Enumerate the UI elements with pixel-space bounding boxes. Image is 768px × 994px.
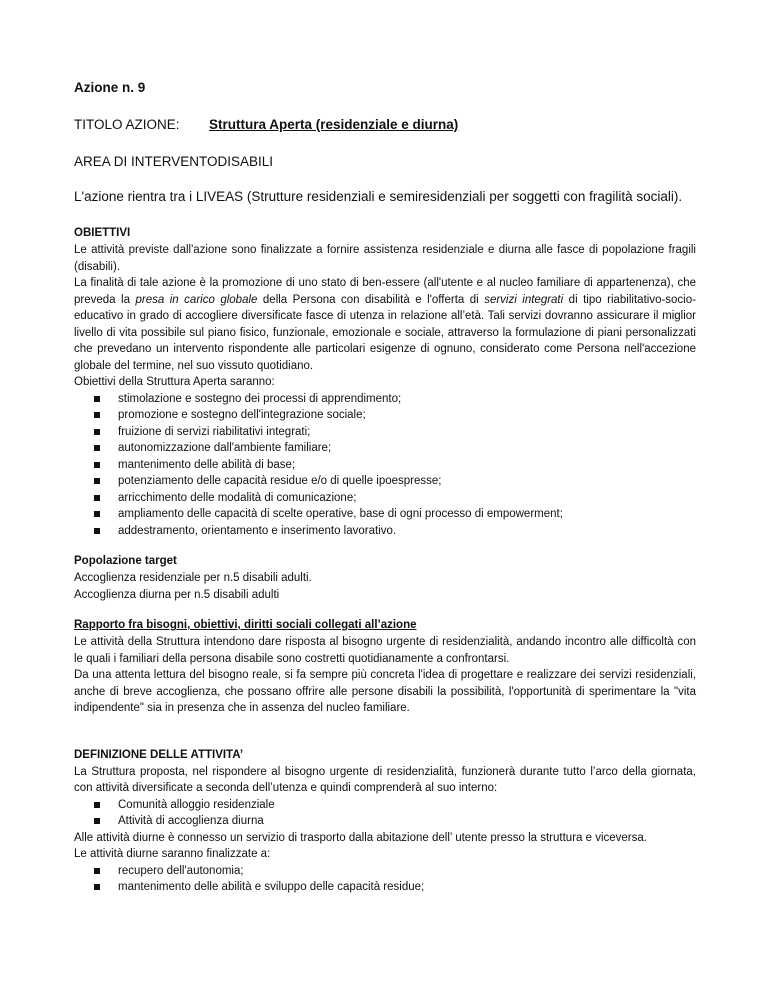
definizione-paragraph-2: Alle attività diurne è connesso un servizio di trasporto dalla abitazione dell’ utente presso la struttura e viceversa. [74,831,647,844]
document-page [74,80,696,896]
list-item: fruizione di servizi riabilitativi integrati; [118,424,696,441]
titolo-label: TITOLO AZIONE: [74,117,180,132]
obiettivi-paragraph-1: Le attività previste dall'azione sono finalizzate a fornire assistenza residenziale e diurna alle fasce di popolazione fragili (disabili). [74,244,696,273]
definizione-list-2 [74,863,696,896]
obiettivi-paragraph-2: La finalità di tale azione è la promozione di uno stato di ben-essere (all'utente e al nucleo familiare di appartenenza), che preveda la presa in carico globale della Persona con disabilità e l'offerta di servizi integrati di tipo riabilitativo-socio-educativo in grado di accogliere diversificate fasce di utenza in relazione all’età. Tali servizi dovranno assicurare il miglior livello di vita possibile sul piano fisico, funzionale, emozionale e sociale, attraverso la formulazione di piani personalizzati che prevedano un intervento rispondente alle particolari esigenze di ognuno, considerato come Persona nell'accezione globale del termine, nel suo vissuto quotidiano. [74,277,696,372]
list-item: promozione e sostegno dell'integrazione sociale; [118,407,696,424]
list-item: autonomizzazione dall'ambiente familiare; [118,440,696,457]
rapporto-paragraph-2: Da una attenta lettura del bisogno reale, si fa sempre più concreta l'idea di progettare e realizzare dei servizi residenziali, anche di breve accoglienza, che possano offrire alle persone disabili la possibilità, l'opportunità di sperimentare la "vita indipendente" sia in presenza che in assenza del nucleo familiare. [74,669,696,714]
list-item: Attività di accoglienza diurna [118,813,696,830]
list-item: arricchimento delle modalità di comunicazione; [118,490,696,507]
obiettivi-heading: OBIETTIVI [74,227,131,239]
list-item: recupero dell'autonomia; [118,863,696,880]
intro-paragraph: L'azione rientra tra i LIVEAS (Strutture residenziali e semiresidenziali per soggetti con fragilità sociali). [74,189,683,204]
list-item: potenziamento delle capacità residue e/o di quelle ipoespresse; [118,473,696,490]
rapporto-heading: Rapporto fra bisogni, obiettivi, diritti sociali collegati all’azione [74,619,417,631]
list-item: addestramento, orientamento e inserimento lavorativo. [118,523,696,540]
titolo-row [74,117,696,132]
obiettivi-list [74,391,696,540]
list-item: ampliamento delle capacità di scelte operative, base di ogni processo di empowerment; [118,506,696,523]
definizione-paragraph-3: Le attività diurne saranno finalizzate a: [74,848,271,860]
target-line-1: Accoglienza residenziale per n.5 disabili adulti. [74,572,312,584]
definizione-paragraph-1: La Struttura proposta, nel rispondere al bisogno urgente di residenzialità, funzionerà durante tutto l’arco della giornata, con attività diversificate a seconda dell’utenza e quindi comprenderà al suo interno: [74,765,696,794]
definizione-heading: DEFINIZIONE DELLE ATTIVITA’ [74,748,244,761]
titolo-value: Struttura Aperta (residenziale e diurna) [209,117,459,132]
area-intervento: AREA DI INTERVENTODISABILI [74,154,274,169]
list-item: mantenimento delle abilità e sviluppo delle capacità residue; [118,879,696,896]
azione-title: Azione n. 9 [74,80,146,95]
target-heading: Popolazione target [74,555,177,567]
target-line-2: Accoglienza diurna per n.5 disabili adulti [74,588,280,601]
rapporto-paragraph-1: Le attività della Struttura intendono dare risposta al bisogno urgente di residenzialità, andando incontro alle difficoltà con le quali i familiari della persona disabile sono costretti quotidianamente a confrontarsi. [74,636,696,665]
list-item: Comunità alloggio residenziale [118,797,696,814]
list-item: mantenimento delle abilità di base; [118,457,696,474]
definizione-list-1 [74,797,696,830]
list-item: stimolazione e sostegno dei processi di apprendimento; [118,391,696,408]
obiettivi-list-intro: Obiettivi della Struttura Aperta saranno: [74,376,275,388]
